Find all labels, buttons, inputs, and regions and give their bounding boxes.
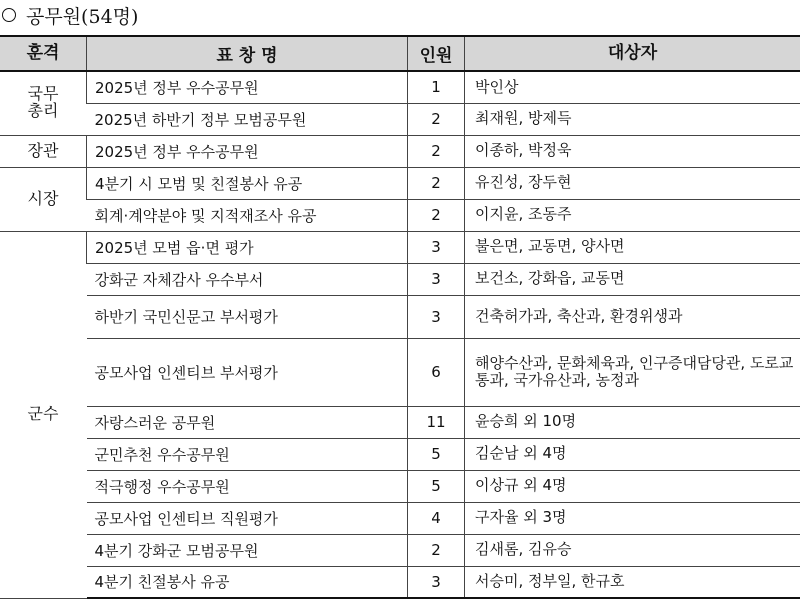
target-cell: 이지윤, 조동주 [465, 199, 800, 231]
award-name-cell: 하반기 국민신문고 부서평가 [87, 295, 408, 338]
section-title: 공무원(54명) [26, 5, 139, 28]
target-cell: 이상규 외 4명 [465, 470, 800, 502]
count-cell: 4 [408, 502, 465, 534]
category-cell: 군수 [0, 231, 87, 598]
table-row [0, 263, 800, 295]
award-name-cell: 강화군 자체감사 우수부서 [87, 263, 408, 295]
target-cell: 구자율 외 3명 [465, 502, 800, 534]
award-name-cell: 공모사업 인센티브 직원평가 [87, 502, 408, 534]
award-name-cell: 2025년 정부 우수공무원 [87, 135, 408, 167]
target-cell: 최재원, 방제득 [465, 103, 800, 135]
table-row [0, 406, 800, 438]
table-row [0, 470, 800, 502]
count-cell: 6 [408, 338, 465, 406]
header-award: 표 창 명 [87, 36, 408, 71]
target-cell: 윤승희 외 10명 [465, 406, 800, 438]
target-cell: 건축허가과, 축산과, 환경위생과 [465, 295, 800, 338]
table-row [0, 338, 800, 406]
target-cell: 이종하, 박정욱 [465, 135, 800, 167]
count-cell: 2 [408, 167, 465, 199]
count-cell: 3 [408, 231, 465, 263]
table-row [0, 71, 800, 103]
header-row [0, 36, 800, 71]
table-row [0, 534, 800, 566]
table-row [0, 295, 800, 338]
category-cell: 시장 [0, 167, 87, 231]
count-cell: 3 [408, 566, 465, 598]
award-name-cell: 4분기 친절봉사 유공 [87, 566, 408, 598]
award-name-cell: 적극행정 우수공무원 [87, 470, 408, 502]
count-cell: 3 [408, 263, 465, 295]
header-target: 대상자 [465, 36, 800, 71]
award-table [0, 35, 800, 599]
table-row [0, 199, 800, 231]
award-name-cell: 2025년 모범 읍·면 평가 [87, 231, 408, 263]
category-cell: 장관 [0, 135, 87, 167]
award-name-cell: 2025년 정부 우수공무원 [87, 71, 408, 103]
award-name-cell: 공모사업 인센티브 부서평가 [87, 338, 408, 406]
target-cell: 유진성, 장두현 [465, 167, 800, 199]
table-row [0, 231, 800, 263]
count-cell: 11 [408, 406, 465, 438]
table-row [0, 135, 800, 167]
target-cell: 서승미, 정부일, 한규호 [465, 566, 800, 598]
award-name-cell: 회계·계약분야 및 지적재조사 유공 [87, 199, 408, 231]
count-cell: 3 [408, 295, 465, 338]
award-name-cell: 군민추천 우수공무원 [87, 438, 408, 470]
count-cell: 2 [408, 135, 465, 167]
award-name-cell: 4분기 강화군 모범공무원 [87, 534, 408, 566]
table-row [0, 103, 800, 135]
count-cell: 2 [408, 534, 465, 566]
header-category: 훈격 [0, 36, 87, 71]
count-cell: 2 [408, 103, 465, 135]
header-count: 인원 [408, 36, 465, 71]
target-cell: 불은면, 교동면, 양사면 [465, 231, 800, 263]
table-row [0, 566, 800, 598]
award-name-cell: 2025년 하반기 정부 모범공무원 [87, 103, 408, 135]
count-cell: 1 [408, 71, 465, 103]
table-row [0, 167, 800, 199]
target-cell: 해양수산과, 문화체육과, 인구증대담당관, 도로교통과, 국가유산과, 농정과 [465, 338, 800, 406]
category-cell: 국무 총리 [0, 71, 87, 135]
table-row [0, 438, 800, 470]
count-cell: 5 [408, 438, 465, 470]
award-name-cell: 자랑스러운 공무원 [87, 406, 408, 438]
circle-bullet-icon [2, 8, 16, 22]
award-name-cell: 4분기 시 모범 및 친절봉사 유공 [87, 167, 408, 199]
table-row [0, 502, 800, 534]
target-cell: 박인상 [465, 71, 800, 103]
count-cell: 5 [408, 470, 465, 502]
target-cell: 보건소, 강화읍, 교동면 [465, 263, 800, 295]
table-body [0, 71, 800, 598]
section-heading [2, 2, 138, 28]
count-cell: 2 [408, 199, 465, 231]
target-cell: 김새롬, 김유승 [465, 534, 800, 566]
target-cell: 김순남 외 4명 [465, 438, 800, 470]
